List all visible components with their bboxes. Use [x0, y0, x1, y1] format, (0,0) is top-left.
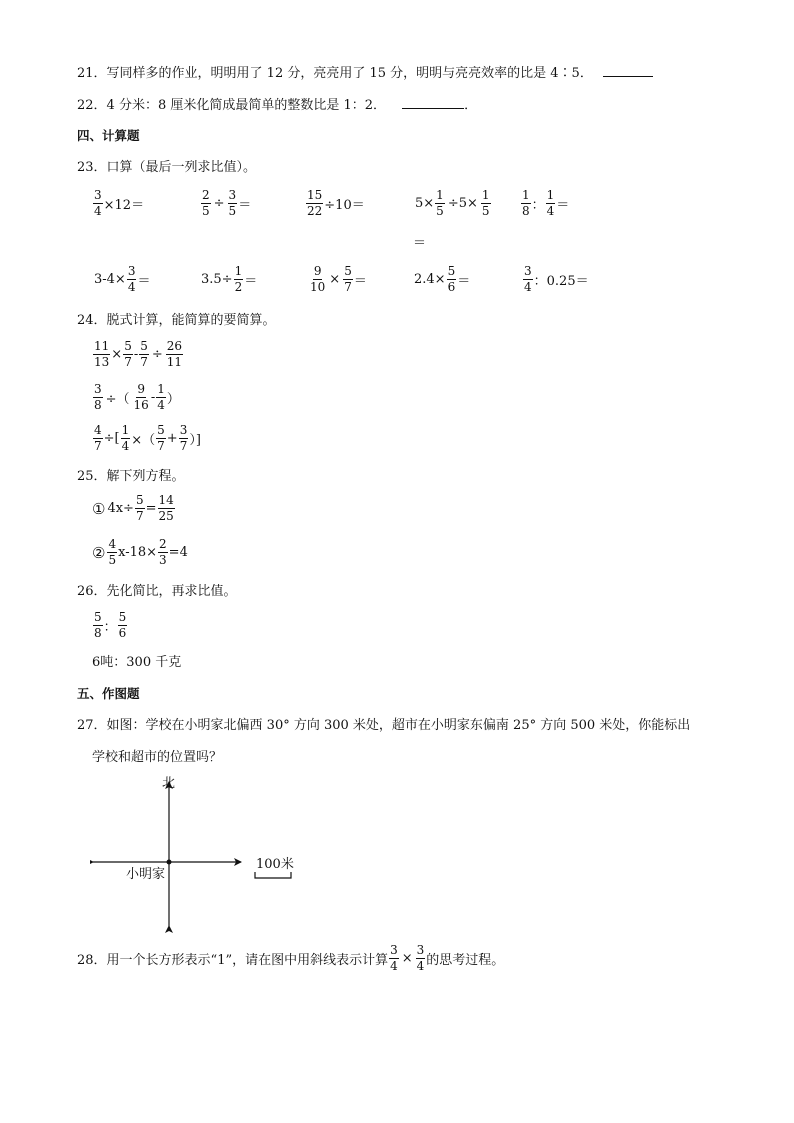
denominator: 4: [121, 439, 130, 453]
scale-label: 100米: [256, 857, 294, 872]
denominator: 6: [447, 280, 456, 294]
answer-blank-21[interactable]: [603, 64, 653, 77]
fraction: [546, 189, 556, 218]
calc-item-b3: [308, 265, 367, 294]
operator: ）: [166, 392, 180, 407]
denominator: 5: [202, 204, 210, 218]
fraction: [523, 265, 533, 294]
numerator: 5: [140, 339, 148, 353]
calc-item-a2: [200, 189, 251, 218]
numerator: 2: [159, 537, 167, 551]
denominator: 5: [108, 553, 117, 567]
ratio-26-2: 6吨：300 千克: [92, 655, 182, 670]
question-23-text: 23．口算（最后一列求比值）。: [77, 160, 257, 175]
numerator: 4: [94, 423, 102, 437]
operator: ：: [531, 198, 545, 213]
ratio-26-1: [92, 611, 128, 640]
numerator: 9: [313, 264, 322, 278]
numerator: 5: [135, 493, 144, 507]
question-28-tail: 的思考过程。: [426, 953, 505, 968]
fraction: [521, 189, 531, 218]
section-heading-calculation: 四、计算题: [77, 128, 140, 143]
denominator: 11: [166, 355, 183, 369]
denominator: 7: [179, 439, 188, 453]
numerator: 15: [307, 188, 323, 202]
numerator: 5: [118, 610, 127, 624]
numerator: 3: [94, 382, 102, 396]
denominator: 5: [481, 204, 490, 218]
numerator: 5: [157, 423, 165, 437]
fraction: [93, 189, 103, 218]
fraction: [127, 265, 137, 294]
home-point: [167, 860, 172, 865]
operator: +: [166, 431, 178, 446]
calc-text: 5×: [415, 196, 435, 211]
fraction: [228, 189, 238, 218]
expression-24-1: [92, 340, 184, 369]
calc-item-a4: [415, 189, 492, 218]
numerator: 4: [108, 537, 117, 551]
calc-text: ＝: [353, 274, 367, 289]
calc-text: ＝: [457, 274, 471, 289]
fraction: [306, 189, 323, 218]
question-24-text: 24．脱式计算，能简算的要简算。: [77, 313, 276, 328]
denominator: 16: [133, 398, 149, 412]
calc-text: x-18×: [118, 545, 158, 560]
denominator: 7: [344, 280, 352, 294]
section-heading-drawing: 五、作图题: [77, 686, 140, 701]
denominator: 7: [157, 439, 165, 453]
denominator: 4: [390, 959, 398, 973]
fraction: [118, 611, 128, 640]
equation-1: [92, 494, 176, 523]
denominator: 8: [522, 204, 530, 218]
operator: -: [150, 390, 156, 405]
numerator: 3: [179, 423, 188, 437]
denominator: 5: [228, 204, 237, 218]
numerator: 1: [481, 188, 490, 202]
denominator: 13: [94, 355, 110, 369]
calc-text: 4x÷: [107, 501, 134, 516]
denominator: 10: [310, 280, 326, 294]
fraction: [447, 265, 457, 294]
fraction: [121, 424, 131, 453]
calc-item-a1: [92, 189, 144, 218]
denominator: 8: [94, 398, 102, 412]
numerator: 5: [344, 264, 352, 278]
numerator: 1: [522, 188, 530, 202]
operator: ÷: [213, 196, 225, 211]
numerator: 3: [94, 188, 102, 202]
question-21-text: 21．写同样多的作业，明明用了 12 分，亮亮用了 15 分，明明与亮亮效率的比是 4∶5．: [77, 66, 593, 81]
calc-item-b5: [522, 265, 589, 294]
denominator: 4: [546, 204, 555, 218]
question-28-text: 28．用一个长方形表示“1”，请在图中用斜线表示计算: [77, 953, 389, 968]
fraction: [93, 340, 110, 369]
numerator: 5: [94, 610, 102, 624]
question-26-text: 26．先化简比，再求比值。: [77, 584, 237, 599]
fraction: [416, 944, 426, 973]
numerator: 14: [158, 493, 174, 507]
fraction: [343, 265, 353, 294]
numerator: 11: [94, 339, 110, 353]
calc-text: ＝: [244, 274, 258, 289]
fraction: [166, 340, 183, 369]
calc-item-a5: [520, 189, 569, 218]
denominator: 4: [157, 398, 165, 412]
answer-blank-22[interactable]: [402, 96, 464, 109]
question-25-text: 25．解下列方程。: [77, 469, 185, 484]
north-label: 北: [162, 776, 176, 791]
expression-24-2: [92, 383, 180, 412]
fraction: [139, 340, 149, 369]
operator: ×（: [131, 433, 156, 448]
calc-text: 3-4×: [94, 272, 126, 287]
operator: -: [133, 347, 139, 362]
operator: ÷5×: [447, 196, 478, 211]
denominator: 7: [94, 439, 102, 453]
calc-item-a4-equals: ＝: [413, 236, 427, 251]
denominator: 3: [159, 553, 167, 567]
calc-text: ＝: [238, 198, 252, 213]
fraction: [133, 383, 150, 412]
fraction: [93, 383, 103, 412]
numerator: 2: [202, 188, 210, 202]
numerator: 3: [524, 264, 532, 278]
home-label: 小明家: [126, 867, 166, 882]
operator: ÷（: [105, 392, 130, 407]
expression-24-3: [92, 424, 201, 453]
denominator: 4: [524, 280, 532, 294]
calc-text: 2.4×: [414, 272, 446, 287]
fraction: [201, 189, 211, 218]
denominator: 4: [127, 280, 136, 294]
fraction: [107, 538, 117, 567]
fraction: [156, 383, 166, 412]
calc-text: =4: [168, 545, 188, 560]
equation-2: [92, 538, 188, 567]
operator: ×: [111, 347, 123, 362]
numerator: 3: [127, 264, 136, 278]
numerator: 26: [166, 339, 183, 353]
fraction: [158, 494, 175, 523]
denominator: 5: [436, 204, 444, 218]
denominator: 25: [158, 509, 174, 523]
fraction: [158, 538, 168, 567]
denominator: 22: [307, 204, 323, 218]
question-21: [77, 64, 653, 82]
question-27-line1: 27．如图：学校在小明家北偏西 30° 方向 300 米处，超市在小明家东偏南 25° 方向 500 米处，你能标出: [77, 718, 691, 733]
numerator: 1: [121, 423, 130, 437]
fraction: [135, 494, 145, 523]
calc-item-b1: [94, 265, 150, 294]
question-27-line2: 学校和超市的位置吗？: [92, 750, 223, 765]
equation-number: ②: [92, 543, 106, 562]
fraction: [93, 611, 103, 640]
fraction: [123, 340, 133, 369]
numerator: 5: [447, 264, 456, 278]
denominator: 4: [416, 959, 425, 973]
numerator: 9: [137, 382, 145, 396]
fraction: [389, 944, 399, 973]
calc-item-a3: [305, 189, 365, 218]
operator: ×: [329, 272, 341, 287]
operator: ）]: [189, 433, 201, 448]
calc-text: ＝: [556, 198, 570, 213]
fraction: [179, 424, 189, 453]
equation-number: ①: [92, 499, 106, 518]
denominator: 7: [140, 355, 148, 369]
question-28: [77, 944, 504, 973]
calc-text: ×12＝: [103, 198, 145, 213]
numerator: 3: [390, 943, 398, 957]
numerator: 1: [436, 188, 444, 202]
fraction: [234, 265, 244, 294]
scale-bar: [255, 872, 291, 878]
calc-item-b4: [414, 265, 470, 294]
denominator: 6: [118, 626, 127, 640]
operator: =: [145, 501, 157, 516]
denominator: 7: [135, 509, 144, 523]
calc-item-b2: [201, 265, 257, 294]
operator: ÷[: [103, 431, 120, 446]
fraction: [156, 424, 166, 453]
calc-text: ＝: [137, 274, 151, 289]
question-22-text: 22．4 分米：8 厘米化简成最简单的整数比是 1：2．: [77, 98, 387, 113]
fraction: [481, 189, 491, 218]
numerator: 1: [234, 264, 243, 278]
denominator: 4: [94, 204, 102, 218]
operator: ：: [103, 620, 117, 635]
operator: ×: [401, 951, 413, 966]
numerator: 1: [546, 188, 555, 202]
fraction: [93, 424, 103, 453]
operator: ÷: [151, 347, 163, 362]
fraction: [309, 265, 326, 294]
denominator: 7: [124, 355, 132, 369]
question-22: [77, 96, 477, 114]
denominator: 2: [234, 280, 243, 294]
numerator: 3: [416, 943, 425, 957]
calc-text: 3.5÷: [201, 272, 233, 287]
numerator: 3: [228, 188, 237, 202]
fraction: [435, 189, 445, 218]
numerator: 5: [124, 339, 132, 353]
calc-text: ：0.25＝: [533, 274, 589, 289]
question-22-tail: ．: [464, 98, 478, 113]
numerator: 1: [157, 382, 165, 396]
calc-text: ÷10＝: [324, 198, 365, 213]
denominator: 8: [94, 626, 102, 640]
